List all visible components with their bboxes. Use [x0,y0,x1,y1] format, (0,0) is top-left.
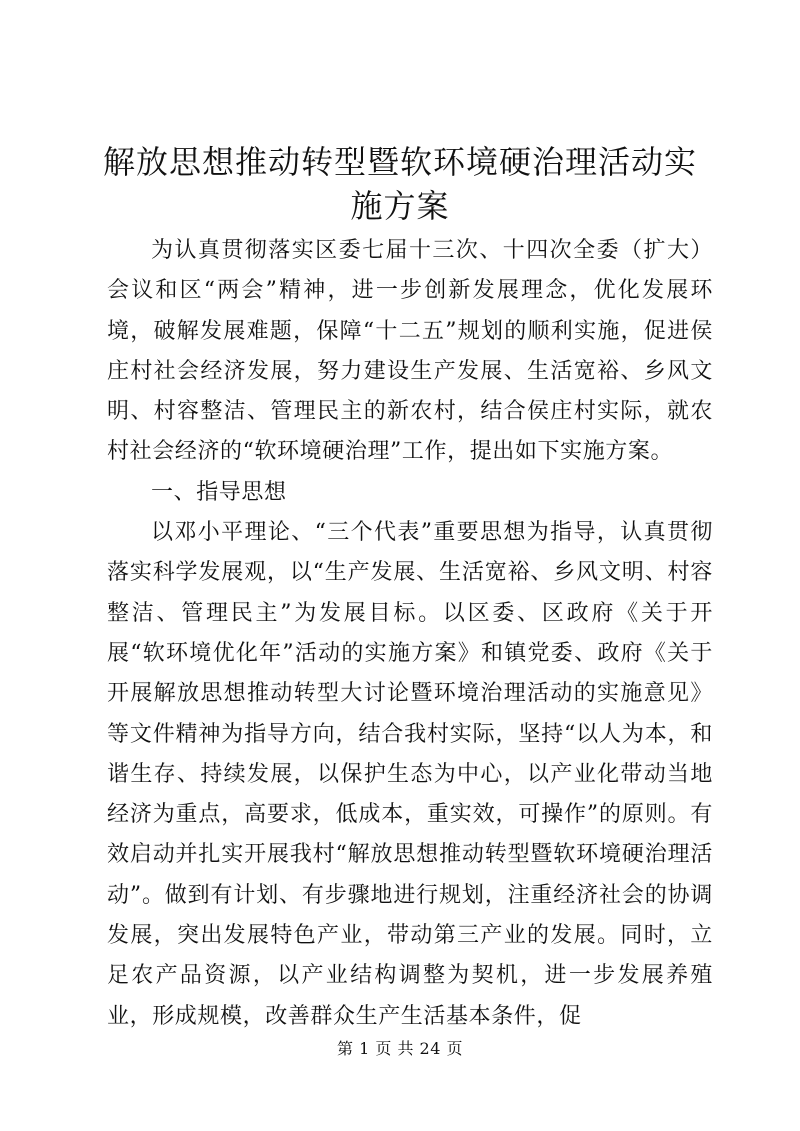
paragraph-intro: 为认真贯彻落实区委七届十三次、十四次全委（扩大）会议和区“两会”精神，进一步创新发展理念，优化发展环境，破解发展难题，保障“十二五”规划的顺利实施，促进侯庄村社会经济发展，努力建设生产发展、生活宽裕、乡风文明、村容整洁、管理民主的新农村，结合侯庄村实际，就农村社会经济的“软环境硬治理”工作，提出如下实施方案。 [107,238,713,465]
section-heading-guiding-ideology: 一、指导思想 [151,479,287,505]
document-body [107,231,713,1037]
paragraph-guiding-ideology: 以邓小平理论、“三个代表”重要思想为指导，认真贯彻落实科学发展观，以“生产发展、生活宽裕、乡风文明、村容整洁、管理民主”为发展目标。以区委、区政府《关于开展“软环境优化年”活动的实施方案》和镇党委、政府《关于开展解放思想推动转型大讨论暨环境治理活动的实施意见》等文件精神为指导方向，结合我村实际，坚持“以人为本，和谐生存、持续发展，以保护生态为中心，以产业化带动当地经济为重点，高要求，低成本，重实效，可操作”的原则。有效启动并扎实开展我村“解放思想推动转型暨软环境硬治理活动”。做到有计划、有步骤地进行规划，注重经济社会的协调发展，突出发展特色产业，带动第三产业的发展。同时，立足农产品资源，以产业结构调整为契机，进一步发展养殖业，形成规模，改善群众生产生活基本条件，促 [107,520,713,1029]
page-number-footer: 第 1 页 共 24 页 [337,1039,463,1058]
document-title: 解放思想推动转型暨软环境硬治理活动实施方案 [102,143,697,225]
